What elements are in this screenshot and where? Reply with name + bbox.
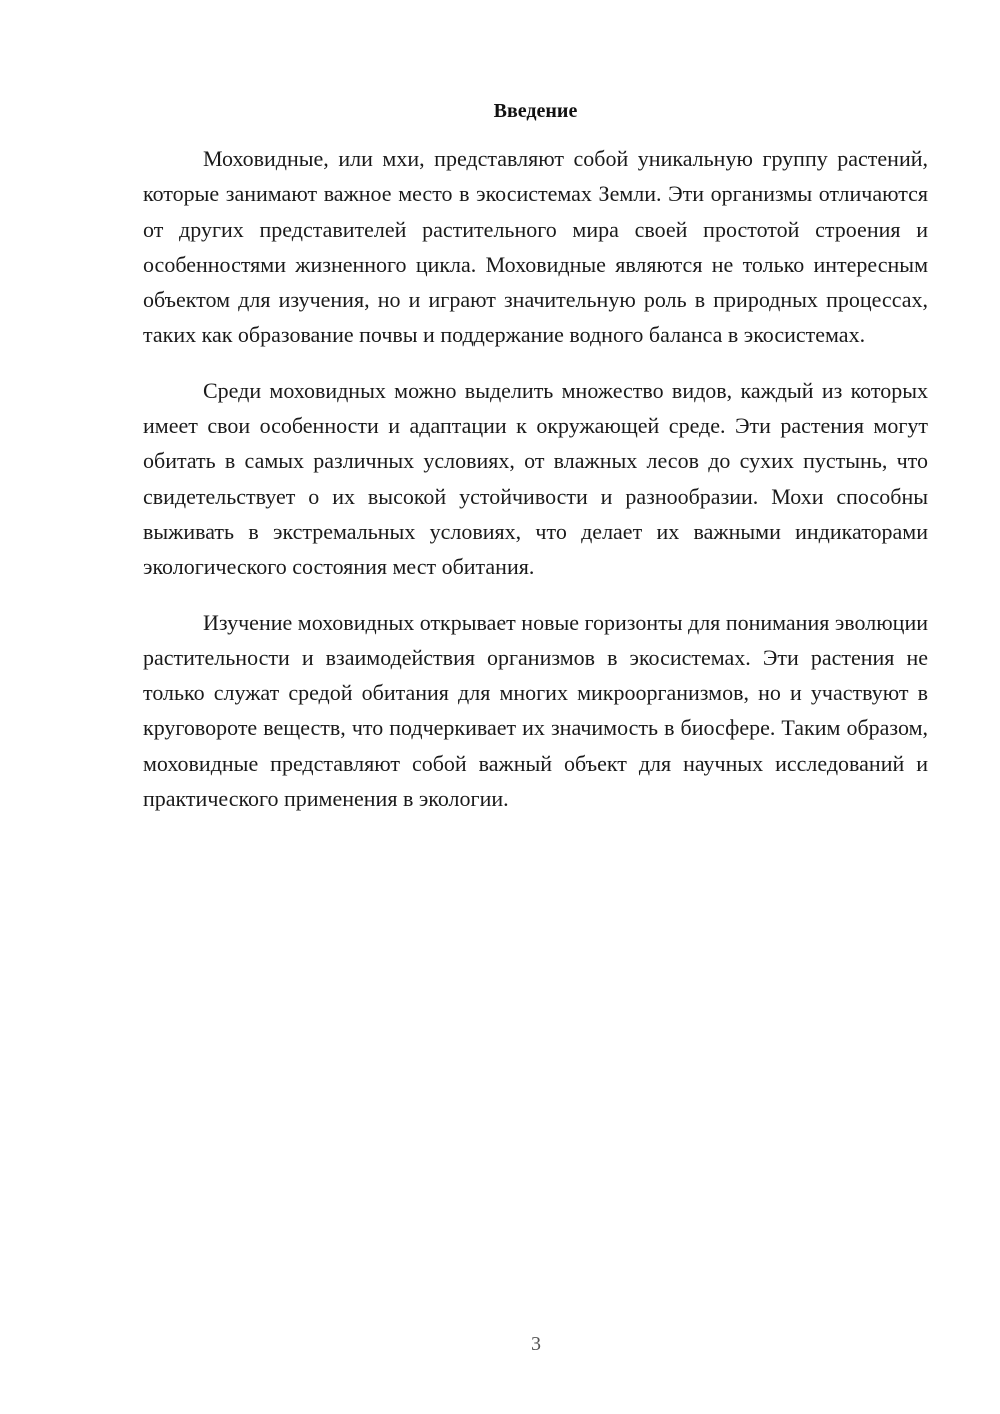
paragraph-1: Моховидные, или мхи, представляют собой уникальную группу растений, которые занимают важное место в экосистемах Земли. Эти организмы отличаются от других представителей растительного мира своей простотой строения и особенностями жизненного цикла. Моховидные являются не только интересным объектом для изучения, но и играют значительную роль в природных процессах, таких как образование почвы и поддержание водного баланса в экосистемах. <box>143 146 928 348</box>
paragraph-2: Среди моховидных можно выделить множество видов, каждый из которых имеет свои особенности и адаптации к окружающей среде. Эти растения могут обитать в самых различных условиях, от влажных лесов до сухих пустынь, что свидетельствует о их высокой устойчивости и разнообразии. Мохи способны выживать в экстремальных условиях, что делает их важными индикаторами экологического состояния мест обитания. <box>143 377 928 580</box>
paragraph-3: Изучение моховидных открывает новые горизонты для понимания эволюции растительности и взаимодействия организмов в экосистемах. Эти растения не только служат средой обитания для многих микроорганизмов, но и участвуют в круговороте веществ, что подчеркивает их значимость в биосфере. Таким образом, моховидные представляют собой важный объект для научных исследований и практического применения в экологии. <box>143 609 928 812</box>
page-number: 3 <box>531 1333 541 1355</box>
section-title: Введение <box>493 100 578 122</box>
document-body <box>143 95 928 816</box>
